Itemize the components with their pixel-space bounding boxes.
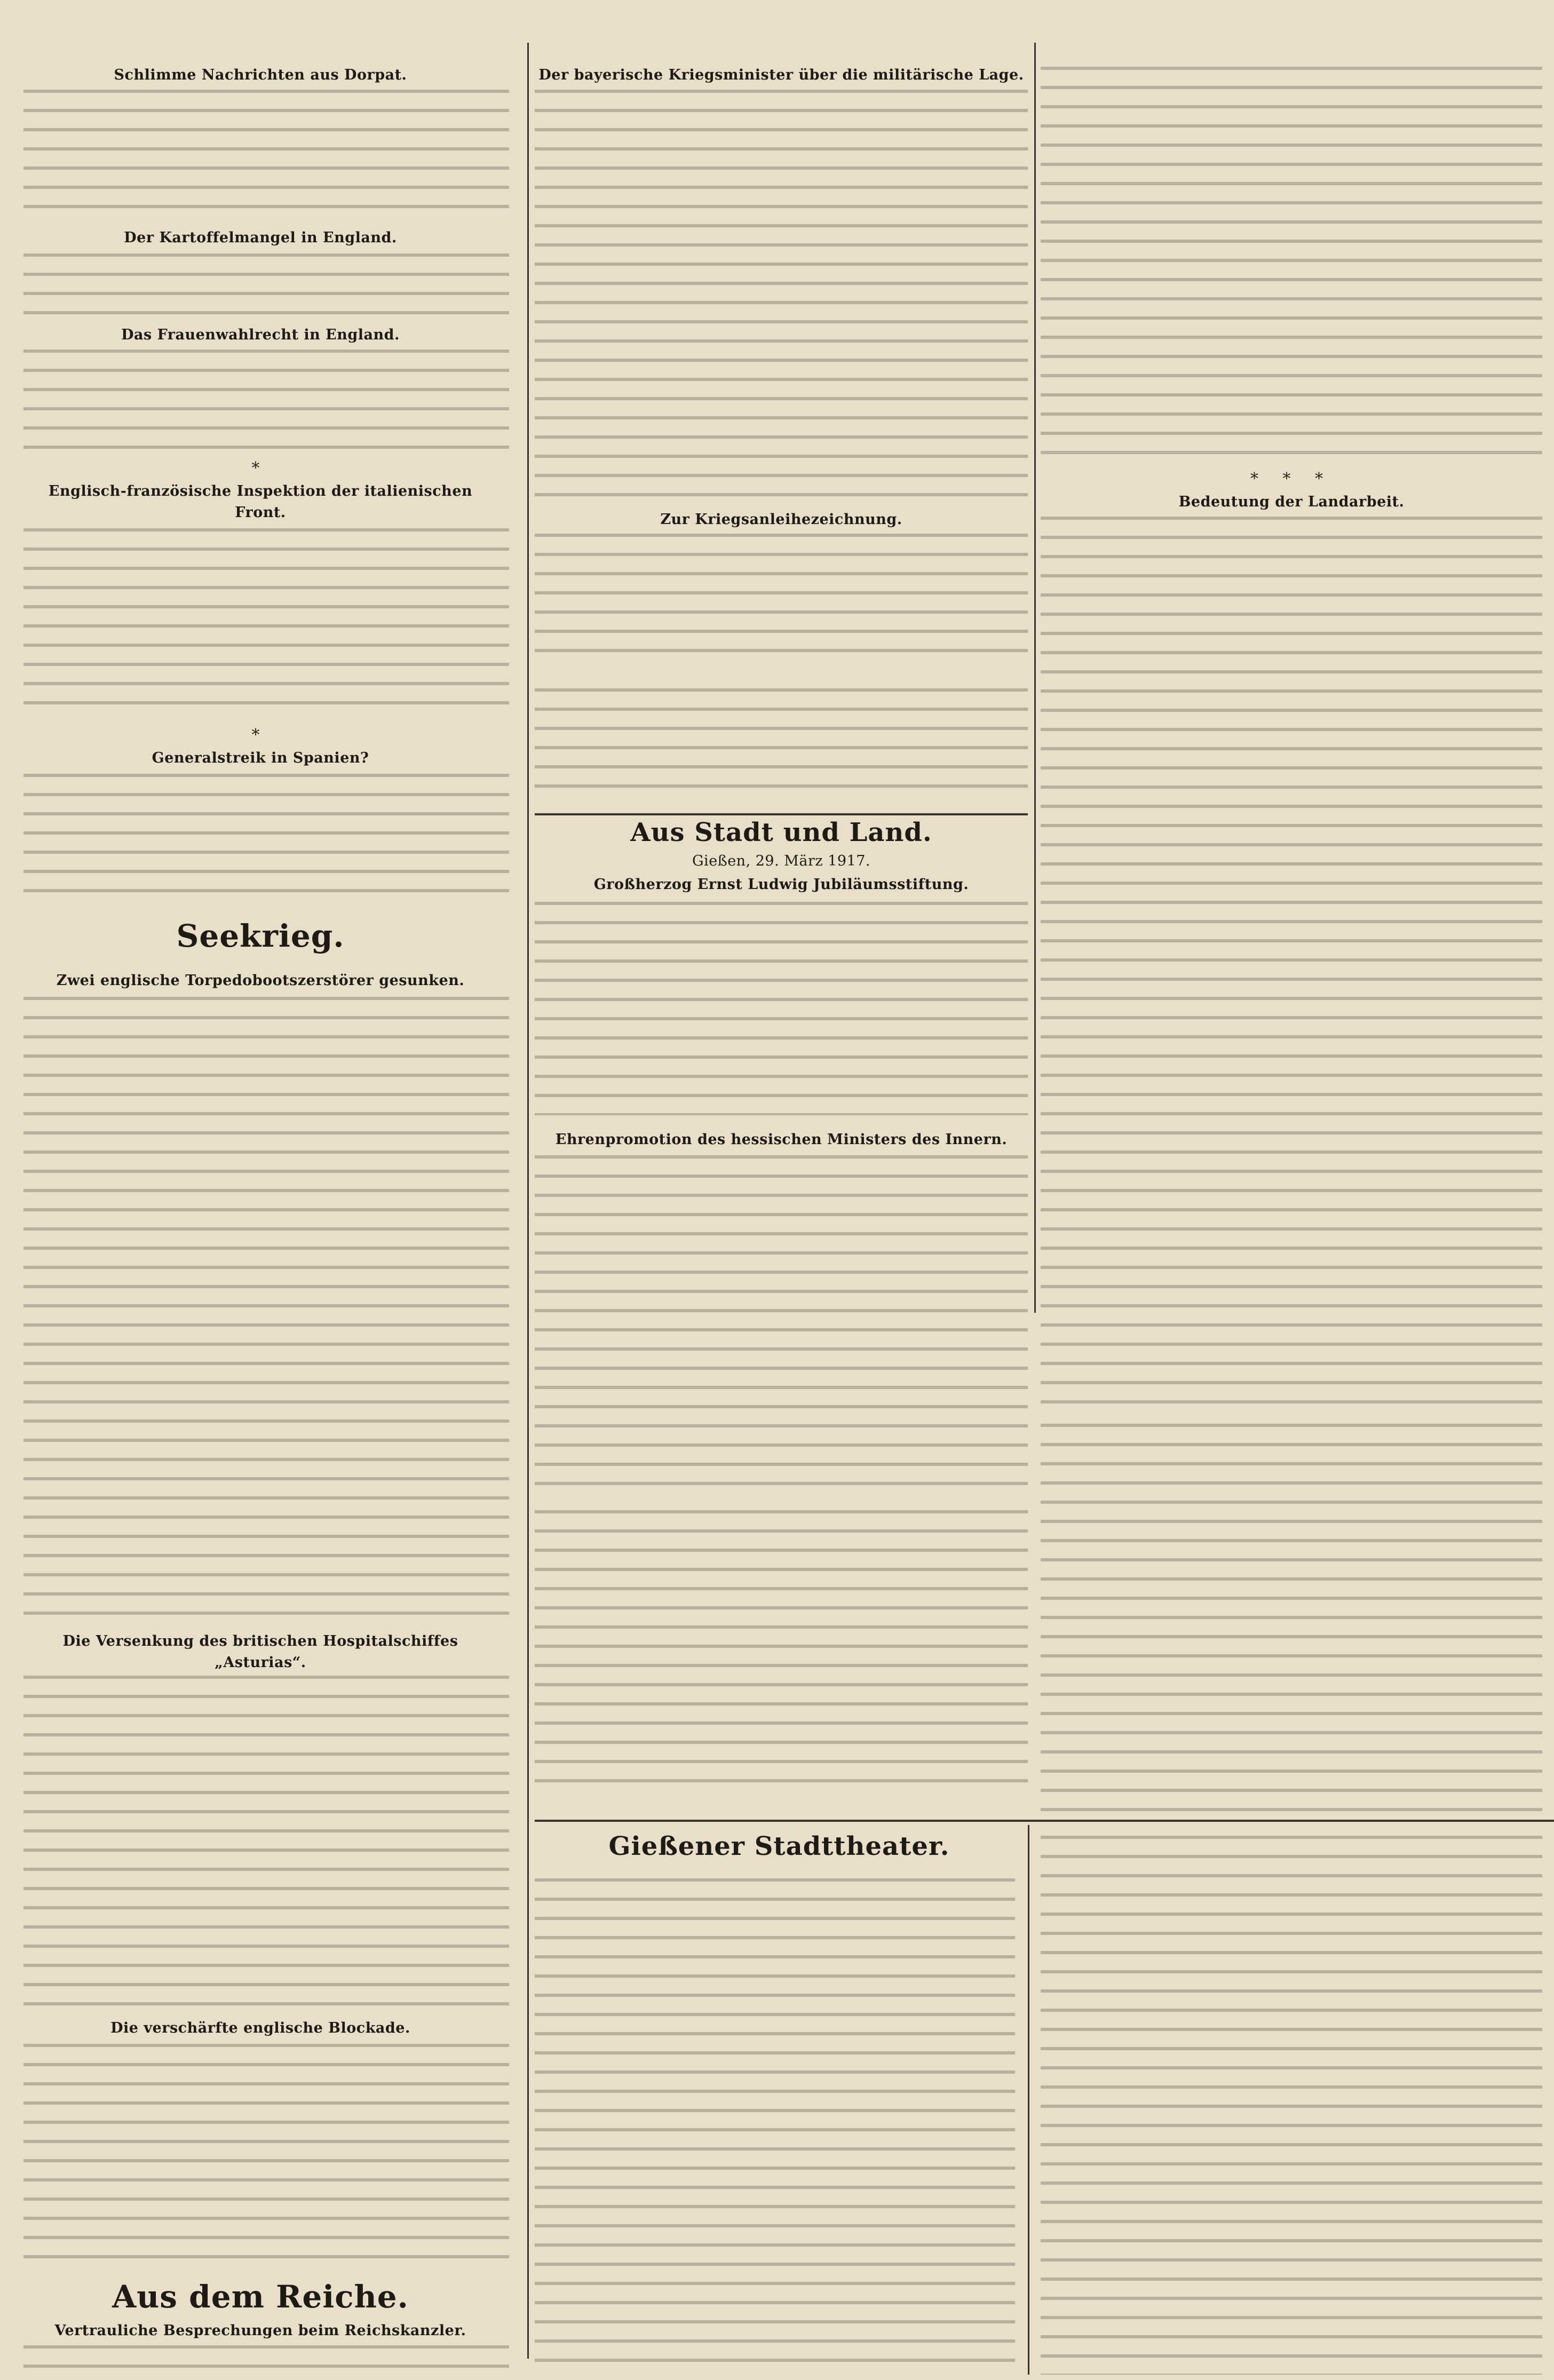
section-rule <box>535 1820 1554 1822</box>
headline-dorpat: Schlimme Nachrichten aus Dorpat. <box>114 67 407 83</box>
article-text <box>535 90 1028 501</box>
headline-zerstoerer: Zwei englische Torpedobootszerstörer gesunken. <box>56 972 465 989</box>
section-rule <box>535 813 1028 815</box>
article-text <box>23 1676 509 2006</box>
article-text <box>535 1155 1028 1486</box>
headline-stiftung: Großherzog Ernst Ludwig Jubiläumsstiftung. <box>593 876 969 893</box>
headline-stadt-und-land: Aus Stadt und Land. <box>630 818 932 847</box>
column-divider <box>1034 43 1036 1313</box>
headline-vertraulich: Vertrauliche Besprechungen beim Reichskanzler. <box>54 2322 466 2339</box>
headline-kriegsanleihe: Zur Kriegsanleihezeichnung. <box>660 511 902 528</box>
separator: * * * <box>1250 470 1333 488</box>
article-text <box>23 2345 509 2377</box>
headline-blockade: Die verschärfte englische Blockade. <box>110 2020 410 2036</box>
headline-landarbeit: Bedeutung der Landarbeit. <box>1178 494 1405 510</box>
headline-versenkung: Die Versenkung des britischen Hospitalschiffes <box>62 1633 458 1649</box>
headline-frauenwahlrecht: Das Frauenwahlrecht in England. <box>121 327 400 343</box>
headline-asturias: „Asturias“. <box>215 1654 306 1671</box>
headline-stadttheater: Gießener Stadttheater. <box>608 1831 950 1861</box>
article-text <box>23 350 509 456</box>
headline-kriegsminister: Der bayerische Kriegsminister über die militärische Lage. <box>538 67 1024 83</box>
article-text <box>535 1878 1015 2375</box>
article-text <box>23 90 509 218</box>
article-text <box>23 997 509 1616</box>
article-text <box>535 1510 1028 1788</box>
article-text <box>535 534 1028 667</box>
article-text <box>1041 1424 1542 1819</box>
article-text <box>23 528 509 720</box>
column-divider <box>527 43 529 2359</box>
separator: * <box>251 726 269 744</box>
headline-kartoffelmangel: Der Kartoffelmangel in England. <box>124 229 397 246</box>
separator: * <box>251 459 269 478</box>
article-text <box>23 253 509 318</box>
headline-inspektion: Englisch-französische Inspektion der italienischen <box>48 483 473 499</box>
article-text <box>23 774 509 899</box>
headline-generalstreik: Generalstreik in Spanien? <box>152 750 369 766</box>
headline-ehrenpromotion: Ehrenpromotion des hessischen Ministers des Innern. <box>555 1131 1008 1148</box>
article-text <box>1041 517 1542 1408</box>
headline-aus-dem-reiche: Aus dem Reiche. <box>112 2279 409 2315</box>
headline-seekrieg: Seekrieg. <box>176 918 345 954</box>
headline-front: Front. <box>235 504 286 521</box>
dateline: Gießen, 29. März 1917. <box>692 853 871 869</box>
article-text <box>23 2044 509 2268</box>
article-text <box>1041 1836 1542 2375</box>
article-text <box>535 902 1028 1115</box>
article-text <box>1041 67 1542 464</box>
column-divider <box>1028 1825 1029 2375</box>
article-text <box>535 688 1028 800</box>
